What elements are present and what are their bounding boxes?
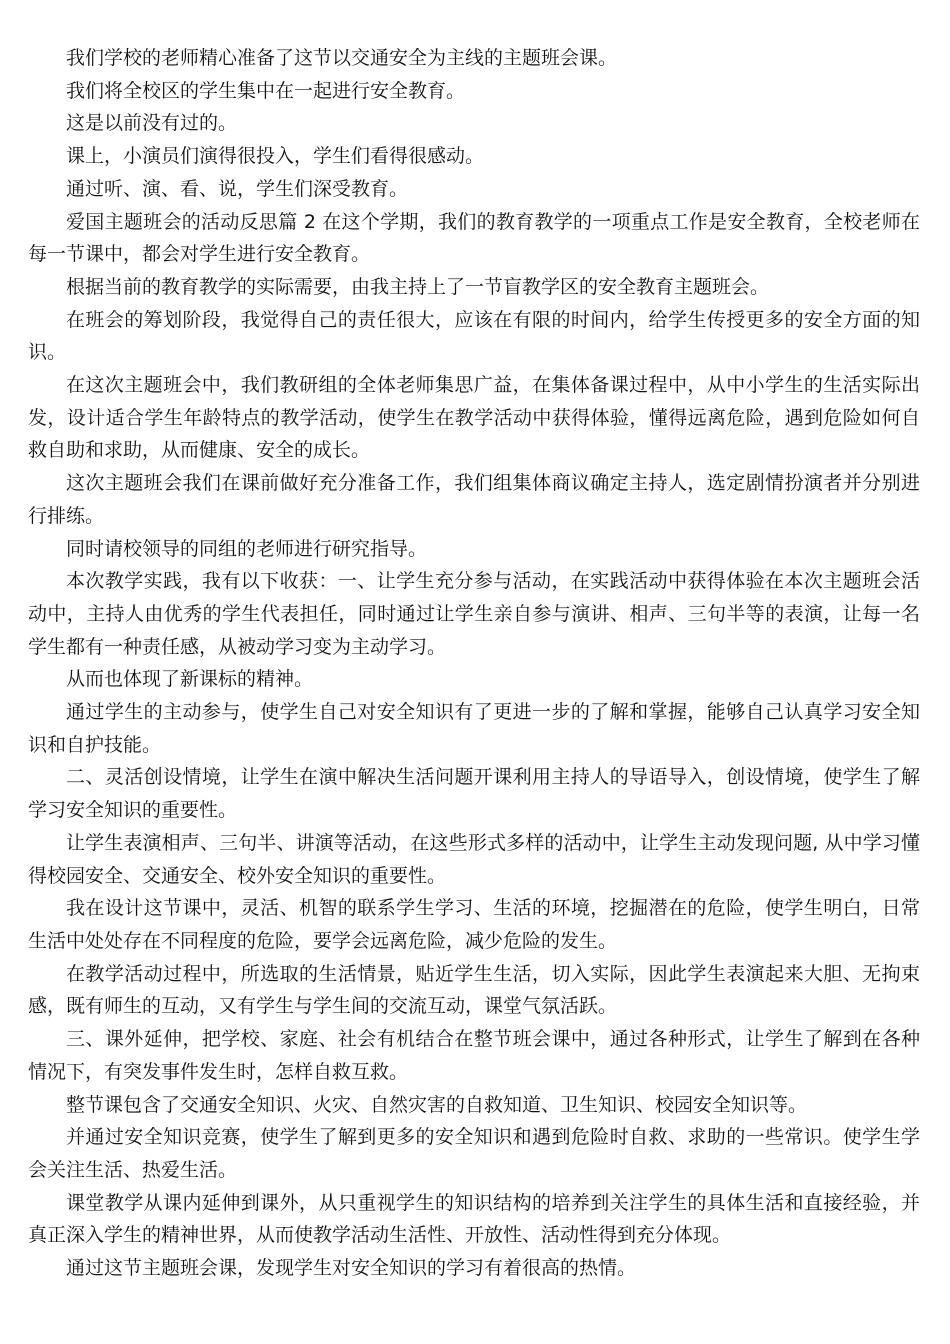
paragraph: 本次教学实践，我有以下收获：一、让学生充分参与活动，在实践活动中获得体验在本次主题班会活动中，主持人由优秀的学生代表担任，同时通过让学生亲自参与演讲、相声、三句半等的表演，让每一名学生都有一种责任感，从被动学习变为主动学习。: [28, 570, 920, 658]
paragraph: 在教学活动过程中，所选取的生活情景，贴近学生生活，切入实际，因此学生表演起来大胆、无拘束感，既有师生的互动，又有学生与学生间的交流互动，课堂气氛活跃。: [28, 962, 920, 1018]
paragraph: 二、灵活创设情境，让学生在演中解决生活问题开课利用主持人的导语导入，创设情境，使学生了解学习安全知识的重要性。: [28, 766, 920, 822]
paragraph: 从而也体现了新课标的精神。: [66, 668, 314, 691]
paragraph: 在班会的筹划阶段，我觉得自己的责任很大，应该在有限的时间内，给学生传授更多的安全方面的知识。: [28, 308, 920, 364]
document-body: [28, 42, 920, 1285]
paragraph: 课堂教学从课内延伸到课外，从只重视学生的知识结构的培养到关注学生的具体生活和直接经验，并真正深入学生的精神世界，从而使教学活动生活性、开放性、活动性得到充分体现。: [28, 1191, 920, 1247]
paragraph: 通过这节主题班会课，发现学生对安全知识的学习有着很高的热情。: [66, 1257, 637, 1280]
paragraph: 通过学生的主动参与，使学生自己对安全知识有了更进一步的了解和掌握，能够自己认真学习安全知识和自护技能。: [28, 701, 920, 756]
paragraph: 三、课外延伸，把学校、家庭、社会有机结合在整节班会课中，通过各种形式，让学生了解到在各种情况下，有突发事件发生时，怎样自救互救。: [28, 1028, 920, 1083]
paragraph: 我们学校的老师精心准备了这节以交通安全为主线的主题班会课。: [66, 47, 618, 69]
paragraph: 根据当前的教育教学的实际需要，由我主持上了一节盲教学区的安全教育主题班会。: [66, 275, 770, 298]
paragraph: 整节课包含了交通安全知识、火灾、自然灾害的自救知道、卫生知识、校园安全知识等。: [66, 1093, 808, 1116]
paragraph: 我们将全校区的学生集中在一起进行安全教育。: [66, 79, 466, 102]
paragraph: 并通过安全知识竞赛，使学生了解到更多的安全知识和遇到危险时自救、求助的一些常识。使学生学会关注生活、热爱生活。: [28, 1126, 920, 1181]
paragraph: 课上，小演员们演得很投入，学生们看得很感动。: [66, 145, 485, 168]
paragraph: 我在设计这节课中，灵活、机智的联系学生学习、生活的环境，挖掘潜在的危险，使学生明白，日常生活中处处存在不同程度的危险，要学会远离危险，减少危险的发生。: [28, 897, 920, 952]
paragraph: 同时请校领导的同组的老师进行研究指导。: [66, 537, 428, 560]
paragraph: 这次主题班会我们在课前做好充分准备工作，我们组集体商议确定主持人，选定剧情扮演者并分别进行排练。: [28, 472, 920, 527]
paragraph: 让学生表演相声、三句半、讲演等活动，在这些形式多样的活动中，让学生主动发现问题, 从中学习懂得校园安全、交通安全、校外安全知识的重要性。: [28, 831, 920, 887]
paragraph: 这是以前没有过的。: [66, 112, 238, 135]
paragraph: 通过听、演、看、说，学生们深受教育。: [66, 177, 409, 200]
paragraph: 在这次主题班会中，我们教研组的全体老师集思广益，在集体备课过程中，从中小学生的生活实际出发，设计适合学生年龄特点的教学活动，使学生在教学活动中获得体验，懂得远离危险，遇到危险如何自救自助和求助，从而健康、安全的成长。: [28, 374, 920, 462]
paragraph: 爱国主题班会的活动反思篇 2 在这个学期，我们的教育教学的一项重点工作是安全教育，全校老师在每一节课中，都会对学生进行安全教育。: [28, 210, 920, 266]
